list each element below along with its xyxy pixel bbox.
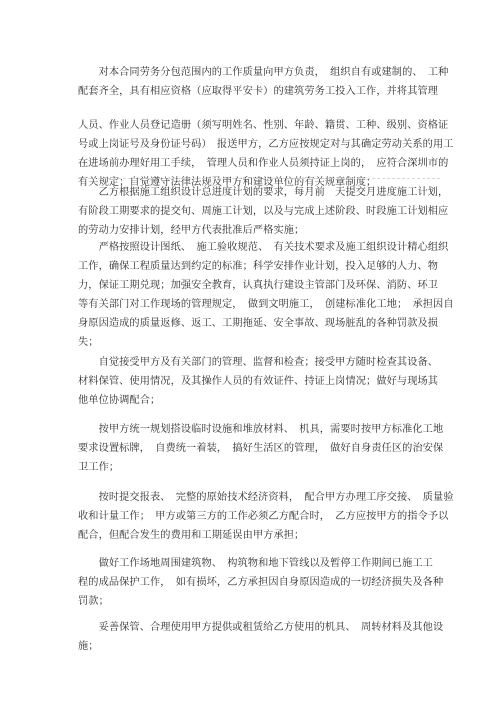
paragraph-9 <box>78 621 444 659</box>
separator-line <box>78 178 440 179</box>
text-line: 罚款； <box>78 596 109 607</box>
paragraph-1 <box>78 66 449 104</box>
text-line: 有阶段工期要求的提交旬、周施工计划，以及与完成上述阶段、时段施工计划相应 <box>78 206 449 217</box>
paragraph-8 <box>78 557 444 614</box>
text-line: 材料保管、使用情况，及其操作人员的有效证件、持证上岗情况；做好与现场其 <box>78 376 439 387</box>
text-line: 配套齐全，具有相应资格（应取得平安卡）的建筑劳务工投入工作，并将其管理 <box>78 86 439 97</box>
text-line: 妥善保管、合理使用甲方提供或租赁给乙方使用的机具、 周转材料及其他设 <box>78 622 444 633</box>
text-line: 失； <box>78 337 99 348</box>
paragraph-4 <box>78 241 454 355</box>
text-line: 在进场前办理好用工手续， 管理人员和作业人员须持证上岗的， 应符合深圳市的 <box>78 158 449 169</box>
text-line: 力，保证工期兑现；加强安全教育，认真执行建设主管部门及环保、消防、环卫 <box>78 280 439 291</box>
paragraph-7 <box>78 491 454 548</box>
text-line: 对本合同劳务分包范围内的工作质量向甲方负责， 组织自有或建制的、 工种 <box>78 67 449 78</box>
text-line: 做好工作场地周围建筑物、 构筑物和地下管线以及暂停工作期间已施工工 <box>78 558 433 569</box>
text-line: 工作，确保工程质量达到约定的标准；科学安排作业计划，投入足够的人力、物 <box>78 261 439 272</box>
text-line: 按时提交报表、 完整的原始技术经济资料， 配合甲方办理工序交接、 质量验 <box>78 492 454 503</box>
paragraph-2 <box>78 119 454 195</box>
text-line: 要求设置标牌， 自费统一着装， 搞好生活区的管理， 做好自身责任区的治安保 <box>78 443 444 454</box>
text-line: 卫工作； <box>78 462 120 473</box>
text-line: 严格按照设计图纸、 施工验收规范、 有关技术要求及施工组织设计精心组织 <box>78 242 449 253</box>
paragraph-6 <box>78 423 444 480</box>
text-line: 程的成品保护工作， 如有损坏，乙方承担因自身原因造成的一切经济损失及各种 <box>78 577 444 588</box>
paragraph-3 <box>78 186 449 243</box>
text-line: 按甲方统一规划搭设临时设施和堆放材料、 机具，需要时按甲方标准化工地 <box>78 424 444 435</box>
text-line: 配合，但配合发生的费用和工期延误由甲方承担； <box>78 530 305 541</box>
text-line: 的劳动力安排计划，经甲方代表批准后严格实施； <box>78 225 305 236</box>
text-line: 号或上岗证号及身份证号码） 报送甲方，乙方应按规定对与其确定劳动关系的用工 <box>78 139 454 150</box>
text-line: 施； <box>78 641 99 652</box>
text-line: 他单位协调配合； <box>78 395 161 406</box>
text-line: 身原因造成的质量返修、返工、工期拖延、安全事故、现场脏乱的各种罚款及损 <box>78 318 439 329</box>
text-line: 自觉接受甲方及有关部门的管理、监督和检查；接受甲方随时检查其设备、 <box>78 357 439 368</box>
text-line: 收和计量工作； 甲方或第三方的工作必须乙方配合时， 乙方应按甲方的指令予以 <box>78 511 449 522</box>
text-line: 人员、作业人员登记造册（须写明姓名、性别、年龄、籍贯、工种、级别、资格证 <box>78 120 449 131</box>
text-line: 乙方根据施工组织设计总进度计划的要求，每月前 天提交月进度施工计划， <box>78 187 449 198</box>
text-line: 等有关部门对工作现场的管理规定， 做到文明施工， 创建标准化工地； 承担因自 <box>78 299 454 310</box>
text-line: 有关规定；自觉遵守法律法规及甲方和建设单位的有关规章制度； <box>78 177 377 188</box>
paragraph-5 <box>78 356 438 413</box>
